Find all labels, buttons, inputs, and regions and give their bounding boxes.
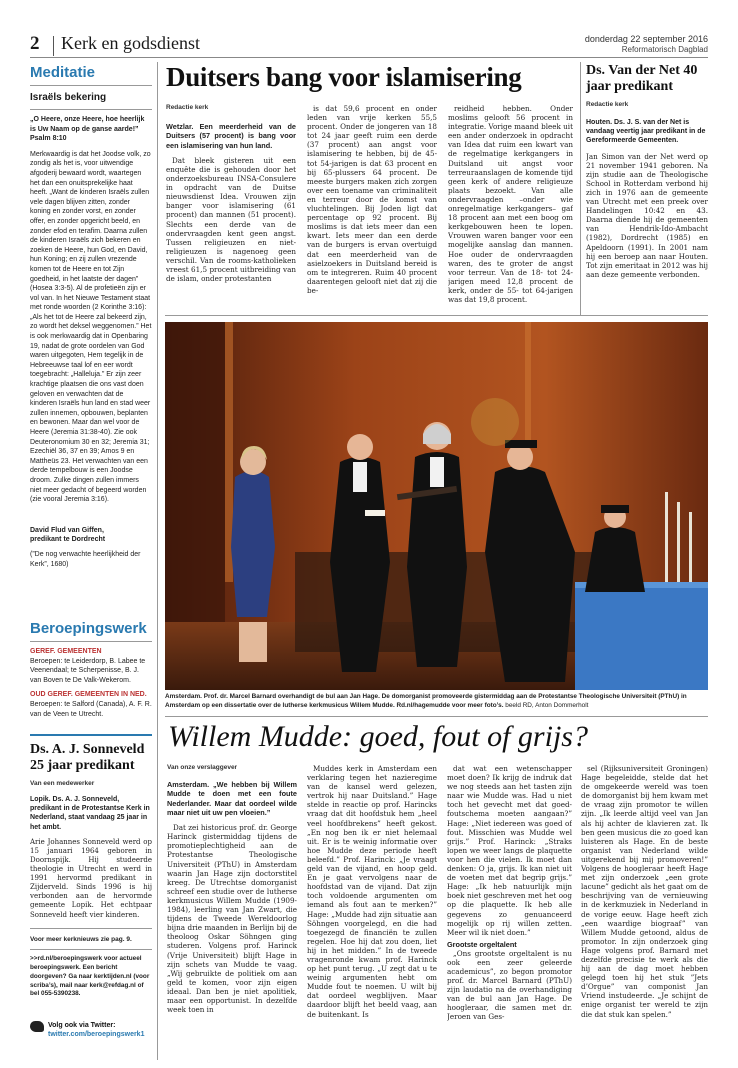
main-byline: Redactie kerk xyxy=(166,104,209,111)
mudde-col-3-text: dat wat een wetenschapper moet doen? Ik krijg de indruk dat we nog steeds aan het tasten zijn naar wie Mudde was. Had u niet toch het gevecht met dat goed-foutschema moeten aangaan?” Hage: „Niet iedereen was goed of fout. Misschien was Mudde wel grijs.” Prof. Harinck: „Straks lopen we weer langs de plaquette voor hen die vielen. Ik moet dan denken: O ja, grijs. Ik kan niet uit de voeten met dat begrip grijs.” Hage: „Ik heb natuurlijk mijn boek niet geschreven met het oog op die plaquette. Ik heb alle gegevens zo genuanceerd mogelijk op rij willen zetten. Meer wil ik niet doen.” xyxy=(447,764,572,937)
main-lead: Wetzlar. Een meerderheid van de Duitsers (57 procent) is bang voor een islamisering van hun land. xyxy=(166,122,296,150)
section-title: Kerk en godsdienst xyxy=(61,33,200,53)
sonneveld-lead: Lopik. Ds. A. J. Sonneveld, predikant in de Protestantse Kerk in Nederland, staat vandaag 25 jaar in het ambt. xyxy=(30,796,150,831)
main-headline: Duitsers bang voor islamisering xyxy=(166,62,522,92)
ceremony-photo xyxy=(165,322,708,690)
photo-caption-block xyxy=(165,693,708,710)
vandernet-body: Jan Simon van der Net werd op 21 november 1941 geboren. Na zijn studie aan de Theologische School in Rotterdam verbond hij zich in 1976 aan de gemeente van Utrecht met een preek over Handelingen 10:42 en 43. Daarna diende hij de gemeenten van Hendrik-Ido-Ambacht (1982), Dordrecht (1985) en Apeldoorn (1991). In 2001 nam hij een beroep aan naar Houten. Tot zijn emeritaat in 2012 was hij aan deze gemeente verbonden. xyxy=(586,151,708,279)
divider xyxy=(30,949,152,950)
mudde-col-4-text: sel (Rijksuniversiteit Groningen) Hage begeleidde, stelde dat het de omgekeerde wereld was toen de domorganist bij hem kwam met de vraag zijn promotor te willen zijn. „Ik leerde altijd veel van Jan als hij achter de klavieren zat. Ik ben geen musicus die zo goed kan luisteren als Hage. En de beste organist van Nederland wilde uitgerekend bij mij promoveren!” Volgens de hoogleraar heeft Hage met zijn onderzoek „een grote lacune” gedicht als het gaat om de beschrijving van de vernieuwing in de kerkmuziek in Nederland in de vorige eeuw. Hage heeft zich „een waardige biograaf” van Willem Mudde getoond, aldus de promotor. In zijn onderzoek ging Hage volgens prof. Barnard met dezelfde precisie te werk als die hij aan de dag moet hebben gelegd toen hij het stuk ”Jets d’Orgue” van componist Jan Vriend instudeerde. „Je schijnt de enige organist ter wereld te zijn die dat stuk kan spelen.” xyxy=(581,764,708,1019)
mudde-headline: Willem Mudde: goed, fout of grijs? xyxy=(168,720,588,753)
sidebar-divider xyxy=(157,62,158,1060)
divider xyxy=(165,315,708,316)
header-rule xyxy=(30,57,708,58)
main-col-3-text: reidheid hebben. Onder moslims gelooft 56 procent in integratie. Vorige maand bleek uit een ander onderzoek in opdracht van Idea dat ruim een kwart van de regelmatige kerkgangers in Duitsland uit angst voor terreuraanslagen de komende tijd geen kerk of andere religieuze plaats bezoekt. Van alle ondervraagden –onder wie onregelmatige kerkgangers– gaf 18 procent aan met een boog om kerkgebouwen heen te lopen. Vrouwen waren banger voor een mogelijke aanslag dan mannen. Hoe ouder de ondervraagden waren, des te groter de angst voor terreur. Van de 18- tot 24-jarigen meed 12,8 procent de kerk, onder de 55- tot 64-jarigen was dat 19,8 procent. xyxy=(448,104,573,304)
divider xyxy=(30,641,152,642)
vandernet-article xyxy=(586,63,708,302)
more-news-note: Voor meer kerknieuws zie pag. 9. xyxy=(30,935,132,943)
divider xyxy=(165,716,708,717)
meditatie-source: (”De nog verwachte heerlijkheid der Kerk”, 1680) xyxy=(30,550,141,568)
publication-name: Reformatorisch Dagblad xyxy=(621,45,708,54)
twitter-link[interactable]: twitter.com/beroepingswerk1 xyxy=(48,1031,145,1038)
divider xyxy=(30,109,152,110)
mudde-col-1-text: Dat zei historicus prof. dr. George Harinck gistermiddag tijdens de promotieplechtigheid aan de Protestantse Theologische Universiteit (PThU) in Amsterdam waarin Jan Hage zijn doctorstitel kreeg. De Utrechtse domorganist schreef een studie over de lutherse kerkmusicus Willem Mudde (1909-1984), leerling van Jan Zwart, die tijdens de Tweede Wereldoorlog bijna drie maanden in Berlijn bij de theoloog Oskar Söhngen ging studeren. Volgens prof. Harinck (Vrije Universiteit) blijft Hage in zijn schets van Mudde te vaag. „Wij gebruikte de politiek om aan geld te komen, voor zijn eigen ideaal. Dan ben je niet apolitiek, maar een opportunist. In dezelfde week toen in xyxy=(167,823,297,1015)
main-col-2 xyxy=(307,104,437,312)
mudde-col-3b-text: „Ons grootste orgeltalent is nu ook een zeer geleerde academicus”, zo begon promotor prof. dr. Marcel Barnard (PThU) zijn laudatio na de overhandiging van de bul aan Jan Hage. De hoogleraar, die samen met dr. Jeroen van Ges- xyxy=(447,948,572,1022)
meditatie-title: Israëls bekering xyxy=(30,92,107,103)
ceremony-photo-illustration xyxy=(165,322,708,690)
meditatie-heading: Meditatie xyxy=(30,64,96,81)
meditatie-quote: „O Heere, onze Heere, hoe heerlijk is Uw Naam op de ganse aarde!” Psalm 8:10 xyxy=(30,116,145,143)
meditatie-author-role: predikant te Dordrecht xyxy=(30,536,106,544)
page-number: 2 xyxy=(30,33,40,54)
mudde-col-1 xyxy=(167,780,297,1060)
sonneveld-article xyxy=(30,734,152,999)
sonneveld-body: Arie Johannes Sonneveld werd op 15 januari 1964 geboren in Doornspijk. Hij studeerde theologie in Utrecht en werd in 1991 hervormd predikant in Zijderveld. Sinds 1996 is hij verbonden aan de hervormde gemeente Lopik. Het echtpaar Sonneveld heeft vier kinderen. xyxy=(30,837,152,919)
group-text: Beroepen: te Leiderdorp, B. Labee te Veenendaal; te Scherpenisse, B. J. van Boven te De Valk-Wekerom. xyxy=(30,657,146,684)
main-col-1 xyxy=(166,122,296,312)
beroepingswerk-info: >>rd.nl/beroepingswerk voor actueel beroepingswerk. Een bericht doorgeven? Ga naar kerktijden.nl (voor scriba’s), mail naar kerk@refdag.nl of bel 055-5390238. xyxy=(30,955,150,998)
vandernet-lead: Houten. Ds. J. S. van der Net is vandaag veertig jaar predikant in de Gereformeerde Gemeenten. xyxy=(586,119,706,145)
sonneveld-byline: Van een medewerker xyxy=(30,780,95,787)
group-text: Beroepen: te Salford (Canada), A. F. R. van de Veen te Utrecht. xyxy=(30,700,152,718)
divider xyxy=(30,928,152,929)
issue-date: donderdag 22 september 2016 xyxy=(584,34,708,44)
column-divider xyxy=(580,62,581,316)
mudde-byline: Van onze verslaggever xyxy=(167,764,238,771)
mudde-subheading: Grootste orgeltalent xyxy=(447,939,517,949)
divider xyxy=(30,734,152,736)
photo-credit: beeld RD, Anton Dommerholt xyxy=(505,701,589,709)
group-label: GEREF. GEMEENTEN xyxy=(30,648,102,655)
beroepingswerk-heading: Beroepingswerk xyxy=(30,620,147,637)
photo-caption: Amsterdam. Prof. dr. Marcel Barnard overhandigt de bul aan Jan Hage. De domorganist promoveerde gistermiddag aan de Protestantse Theologische Universiteit (PThU) in Amsterdam op een dissertatie over de lutherse kerkmusicus Willem Mudde. Rd.nl/hagemudde voor meer foto’s. xyxy=(165,693,687,709)
twitter-bird-icon xyxy=(30,1021,44,1032)
mudde-lead: Amsterdam. „We hebben bij Willem Mudde te doen met een foute Nederlander. Maar dat oordeel wilde maar niet uit uw pen vloeien.” xyxy=(167,780,297,817)
main-col-1-text: Dat bleek gisteren uit een enquête die is gehouden door het onderzoeksbureau INSA-Consulere in opdracht van de Duitse nieuwsdienst Idea. Vrouwen zijn banger voor islamisering (61 procent) dan mannen (51 procent). Slechts een derde van de ondervraagden kent geen angst. Tussen religieuzen en niet-religieuzen is nagenoeg geen verschil. Van de rooms-katholieken vreest 61,5 procent uitbreiding van de islam, onder protestanten xyxy=(166,155,296,284)
main-col-3 xyxy=(448,104,573,312)
header-divider xyxy=(53,36,54,56)
meditatie-block xyxy=(30,64,152,569)
meditatie-body: Merkwaardig is dat het Joodse volk, zo zondig als het is, voor uitwendige afgoderij bewaard wordt, waartegen het dan een onuitsprekelijke haat heeft. „Want de kinderen Israëls zullen vele dagen blijven zitten, zonder koning en zonder vorst, en zonder offer, en zonder opgericht beeld, en zonder efod en terafim. Daarna zullen de kinderen Israëls zich bekeren en zoeken de Heere, hun God, en David, hun Koning; en zij zullen vrezende komen tot de Heere en tot Zijn goedheid, in het laatste der dagen” (Hosea 3:3-5). Al de profetieën zijn er vol van. In het Nieuwe Testament staat met ronde woorden (2 Korinthe 3:16): „Als het tot de Heere zal bekeerd zijn, zo wordt het deksel weggenomen.” Het is ook merkwaardig dat in Openbaring 19, nadat de grote oordelen van God waren uitgegoten, Hem tegelijk in de Hebreeuwse taal lof en eer wordt toegebracht: „Halleluja.” Er zijn zeer krachtige plaatsen die ons vast doen geloven en verwachten dat de kinderen Israëls hun land en stad weer zullen innemen, opbouwen, beplanten en bewonen. Maar dan wel voor de Heere (Jeremia 31:38-40). Zie ook Deuteronomium 30 en 32; Jeremia 31; Ezechiël 36, 37 en 39; Amos 9 en Mattheüs 23. Het verwachten van een derde tempelbouw is een Joodse droom. Zulke dingen zullen immers niet meer gedacht of begeerd worden (zie vooral Jeremia 3:16). xyxy=(30,150,152,504)
vandernet-headline: Ds. Van der Net 40 jaar predikant xyxy=(586,63,698,94)
mudde-col-4 xyxy=(581,764,708,1060)
main-col-2-text: is dat 59,6 procent en onder leden van vrije kerken 55,5 procent. Onder de jongeren van 18 tot 24 jaar geeft ruim een derde (37 procent) aan angst voor islamisering te hebben, bij de 45- tot 54-jarigen is dat 63 procent en bij 65-plussers 64 procent. De meeste burgers maken zich zorgen over een toename van criminaliteit en terreur door de komst van vluchtelingen. Bij Joden ligt dat percentage op 92 procent. Bij moslims is dat iets meer dan een kwart. Iets meer dan een derde van de burgers is ervan overtuigd dat een meerderheid van de asielzoekers in Duitsland bereid is om te integreren. Ruim 40 procent daarentegen gelooft niet dat zij die be- xyxy=(307,104,437,295)
group-label: OUD GEREF. GEMEENTEN IN NED. xyxy=(30,691,147,699)
twitter-label: Volg ook via Twitter: xyxy=(48,1022,116,1029)
mudde-col-3 xyxy=(447,764,572,1060)
divider xyxy=(30,85,152,86)
vandernet-byline: Redactie kerk xyxy=(586,101,629,108)
sonneveld-headline: Ds. A. J. Sonneveld 25 jaar predikant xyxy=(30,742,145,773)
twitter-promo xyxy=(30,1021,152,1039)
beroepingswerk-block xyxy=(30,620,152,719)
mudde-col-2 xyxy=(307,764,437,1060)
mudde-col-2-text: Muddes kerk in Amsterdam een verklaring tegen het nazieregime van de kansel werd gelezen, vertrok hij naar Duitsland.” Hage stelde in reactie op prof. Harincks vraag dat dit hoofdstuk hem „heel veel hoofdbrekens” heeft gekost. „En nog ben ik er niet helemaal uit. Er is te weinig informatie over hoe Mudde deze periode heeft beleefd.” Prof. Harinck: „Je vraagt geld van de vijand, en hoop geld. En je gaat vervolgens naar de hoofdstad van de vijand. Dat zijn toch voldoende argumenten om iemand als fout aan te merken?” Hage: „Mudde had zijn situatie aan Söhngen voorgelegd, en die had toegezegd de financiën te zullen regelen. Hoe hij dat zou doen, liet hij in het midden.” In de tweede vragenronde kwam prof. Harinck op het punt terug. „U zegt dat u te weinig argumenten hebt om Mudde fout te noemen. U wilt bij dat oordeel wegblijven. Maar daardoor blijft het beeld vaag, aan de buitenkant. Is xyxy=(307,764,437,1019)
meditatie-author: David Flud van Giffen, xyxy=(30,526,104,534)
